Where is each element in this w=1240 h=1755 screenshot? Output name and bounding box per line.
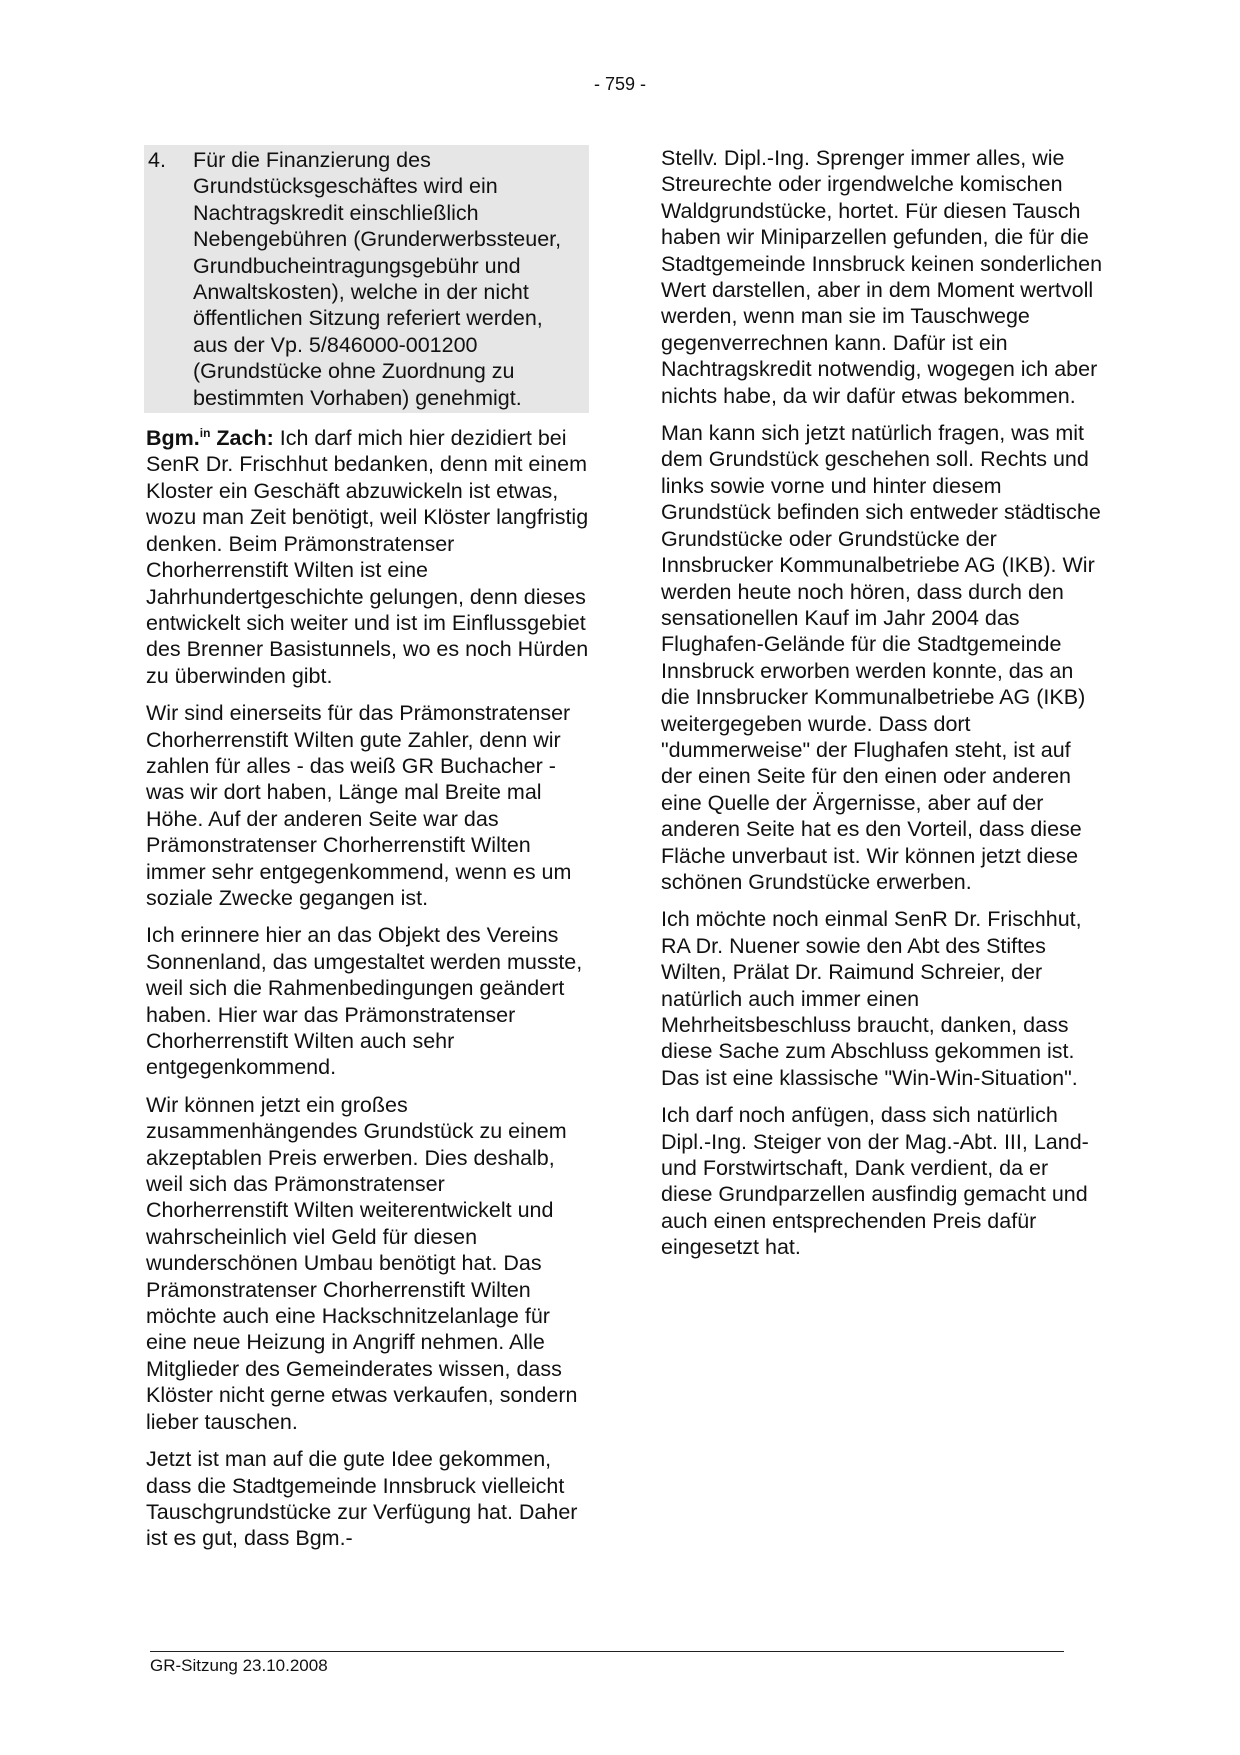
speaker-title: Bgm. — [146, 426, 200, 451]
paragraph: Man kann sich jetzt natürlich fragen, was mit dem Grundstück geschehen soll. Rechts und links sowie vorne und hinter diesem Grundstück befinden sich entweder städtische Grundstücke oder Grundstücke der Innsbrucker Kommunalbetriebe AG (IKB). Wir werden heute noch hören, dass durch den sensationellen Kauf im Jahr 2004 das Flughafen-Gelände für die Stadtgemeinde Innsbruck erworben werden konnte, das an die Innsbrucker Kommunalbetriebe AG (IKB) weitergegeben wurde. Dass dort "dummerweise" der Flughafen steht, ist auf der einen Seite für den einen oder anderen eine Quelle der Ärgernisse, aber auf der anderen Seite hat es den Vorteil, dass diese Fläche unverbaut ist. Wir können jetzt diese schönen Grundstücke erwerben. — [661, 421, 1101, 894]
paragraph: Jetzt ist man auf die gute Idee gekommen, dass die Stadtgemeinde Innsbruck vielleicht Tauschgrundstücke zur Verfügung hat. Daher ist es gut, dass Bgm.- — [146, 1447, 578, 1551]
paragraph: Wir sind einerseits für das Prämonstratenser Chorherrenstift Wilten gute Zahler, denn wir zahlen für alles - das weiß GR Buchacher - was wir dort haben, Länge mal Breite mal Höhe. Auf der anderen Seite war das Prämonstratenser Chorherrenstift Wilten immer sehr entgegenkommend, wenn es um soziale Zwecke gegangen ist. — [146, 701, 572, 910]
speaker-name — [146, 426, 274, 450]
left-column — [146, 145, 589, 1563]
right-column — [661, 145, 1104, 1272]
paragraph: Wir können jetzt ein großes zusammenhängendes Grundstück zu einem akzeptablen Preis erwerben. Dies deshalb, weil sich das Prämonstratenser Chorherrenstift Wilten weiterentwickelt und wahrscheinlich viel Geld für diesen wunderschönen Umbau benötigt hat. Das Prämonstratenser Chorherrenstift Wilten möchte auch eine Hackschnitzelanlage für eine neue Heizung in Angriff nehmen. Alle Mitglieder des Gemeinderates wissen, dass Klöster nicht gerne etwas verkaufen, sondern lieber tauschen. — [146, 1092, 578, 1434]
page-number: - 759 - — [593, 74, 647, 94]
paragraph: Ich darf noch anfügen, dass sich natürlich Dipl.-Ing. Steiger von der Mag.-Abt. III, Land- und Forstwirtschaft, Dank verdient, da er diese Grundparzellen ausfindig gemacht und auch einen entsprechenden Preis dafür eingesetzt hat. — [661, 1103, 1089, 1260]
speaker-title-sup: in — [199, 425, 211, 440]
paragraph: Ich möchte noch einmal SenR Dr. Frischhut, RA Dr. Nuener sowie den Abt des Stiftes Wilten, Prälat Dr. Raimund Schreier, der natürlich auch immer einen Mehrheitsbeschluss braucht, danken, dass diese Sache zum Abschluss gekommen ist. Das ist eine klassische "Win-Win-Situation". — [661, 907, 1082, 1090]
footer-session-date: GR-Sitzung 23.10.2008 — [150, 1656, 328, 1675]
resolution-item — [144, 145, 589, 413]
footer-divider — [150, 1651, 1064, 1652]
resolution-text: Für die Finanzierung des Grundstücksgeschäftes wird ein Nachtragskredit einschließlich Nebengebühren (Grunderwerbssteuer, Grundbucheintragungsgebühr und Anwaltskosten), welche in der nicht öffentlichen Sitzung referiert werden, aus der Vp. 5/846000-001200 (Grundstücke ohne Zuordnung zu bestimmten Vorhaben) genehmigt. — [193, 148, 562, 410]
paragraph — [146, 425, 589, 689]
resolution-number: 4. — [148, 148, 166, 172]
paragraph: Stellv. Dipl.-Ing. Sprenger immer alles, wie Streurechte oder irgendwelche komischen Waldgrundstücke, hortet. Für diesen Tausch haben wir Miniparzellen gefunden, die für die Stadtgemeinde Innsbruck keinen sonderlichen Wert darstellen, aber in dem Moment wertvoll werden, wenn man sie im Tauschwege gegenverrechnen kann. Dafür ist ein Nachtragskredit notwendig, wogegen ich aber nichts habe, da wir dafür etwas bekommen. — [661, 146, 1103, 408]
paragraph-text: Ich darf mich hier dezidiert bei SenR Dr. Frischhut bedanken, denn mit einem Kloster ein Geschäft abzuwickeln ist etwas, wozu man Zeit benötigt, weil Klöster langfristig denken. Beim Prämonstratenser Chorherrenstift Wilten ist eine Jahrhundertgeschichte gelungen, denn dieses entwickelt sich weiter und ist im Einflussgebiet des Brenner Basistunnels, wo es noch Hürden zu überwinden gibt. — [146, 426, 589, 688]
paragraph: Ich erinnere hier an das Objekt des Vereins Sonnenland, das umgestaltet werden musste, weil sich die Rahmenbedingungen geändert haben. Hier war das Prämonstratenser Chorherrenstift Wilten auch sehr entgegenkommend. — [146, 923, 583, 1080]
speaker-surname: Zach: — [210, 426, 274, 451]
